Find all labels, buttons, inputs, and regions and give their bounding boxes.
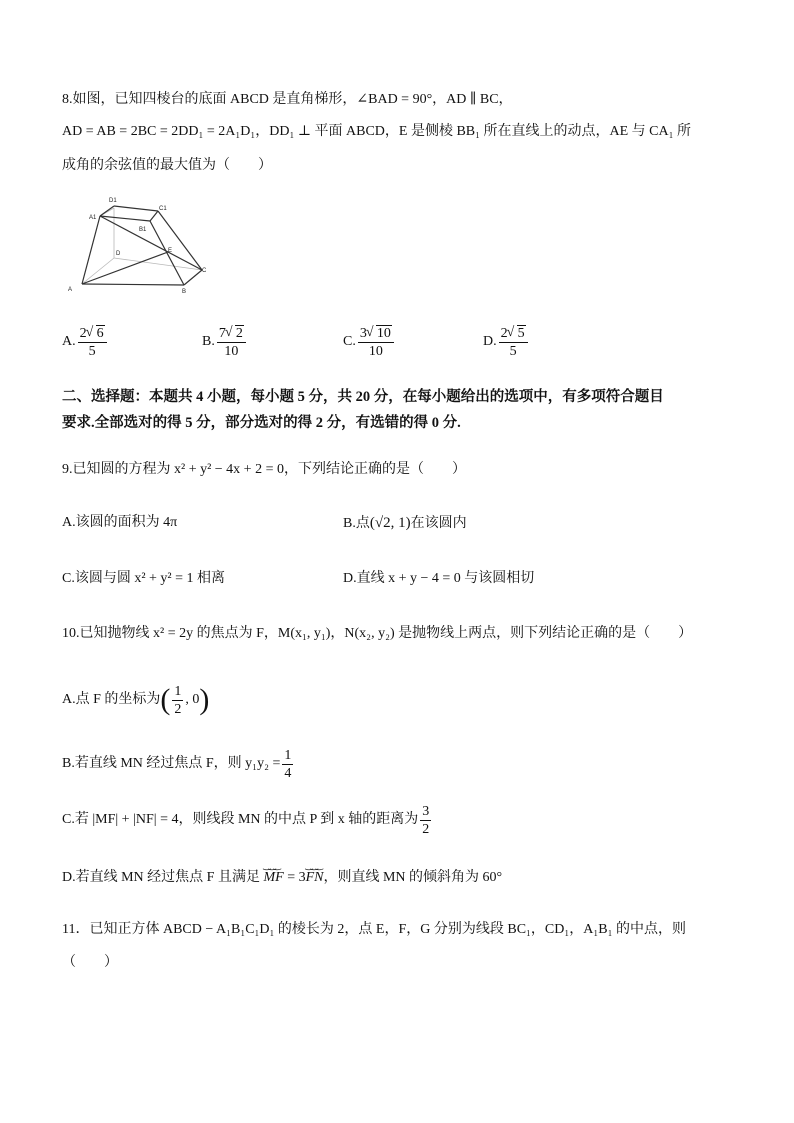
label-A1: A1 [89, 215, 97, 221]
q10-stem: 10.已知抛物线 x² = 2y 的焦点为 F，M(x₁, y₁)，N(x₂, y₂) 是抛物线上两点，则下列结论正确的是（ ） [62, 626, 693, 641]
q9-option-d: D.直线 x + y − 4 = 0 与该圆相切 [343, 571, 535, 586]
label-C1: C1 [159, 206, 167, 212]
label-B1: B1 [139, 227, 147, 233]
q8-frustum-figure [62, 194, 212, 294]
q9-option-a: A.该圆的面积为 4π [62, 515, 178, 530]
label-D1: D1 [109, 198, 117, 204]
q11-stem-line2: （ ） [62, 955, 118, 970]
q9-option-b: B.点(√2, 1)在该圆内 [343, 515, 467, 531]
label-E: E [168, 248, 173, 254]
q10-option-c: C.若 |MF| + |NF| = 4，则线段 MN 的中点 P 到 x 轴的距离为 $\frac{3}{2}$ [62, 803, 430, 837]
label-B: B [182, 289, 187, 294]
label-D: D [116, 251, 121, 257]
section2-heading-line2: 要求.全部选对的得 5 分，部分选对的得 2 分，有选错的得 0 分. [62, 415, 461, 431]
q8-stem-line3: 成角的余弦值的最大值为（ ） [62, 158, 272, 173]
q11-stem-line1: 11．已知正方体 ABCD − A₁B₁C₁D₁ 的棱长为 2，点 E，F，G 分别为线段 BC₁，CD₁，A₁B₁ 的中点，则 [62, 922, 686, 937]
label-C: C [202, 268, 207, 274]
q10-option-d: D.若直线 MN 经过焦点 F 且满足 ‿‿‿ MF = 3‿‿‿ FN，则直线 MN 的倾斜角为 60° [62, 868, 502, 888]
frustum-visible-edges [82, 206, 202, 285]
q8-stem-line2: AD = AB = 2BC = 2DD₁ = 2A₁D₁，DD₁ ⊥ 平面 ABCD，E 是侧棱 BB₁ 所在直线上的动点，AE 与 CA₁ 所 [62, 124, 692, 139]
section2-heading-line1: 二、选择题：本题共 4 小题，每小题 5 分，共 20 分，在每小题给出的选项中，有多项符合题目 [62, 389, 664, 405]
q10-option-b: B.若直线 MN 经过焦点 F，则 y₁y₂ = $\frac{1}{4}$ [62, 747, 292, 781]
q8-option-d: D. $\frac{2√ 5}{5}$ [483, 322, 530, 362]
q8-option-c: C. $\frac{3√ 10}{10}$ [343, 322, 396, 362]
q8-stem-line1: 8.如图，已知四棱台的底面 ABCD 是直角梯形，∠BAD = 90°，AD ∥ BC， [62, 92, 513, 107]
q9-stem: 9.已知圆的方程为 x² + y² − 4x + 2 = 0，下列结论正确的是（ ） [62, 462, 466, 477]
q8-option-a: A. $\frac{2√ 6}{5}$ [62, 322, 109, 362]
q9-option-c: C.该圆与圆 x² + y² = 1 相离 [62, 571, 226, 586]
label-A: A [68, 287, 73, 293]
q8-option-b: B. $\frac{7√ 2}{10}$ [202, 322, 248, 362]
q10-option-a: A.点 F 的坐标为 ( $\frac{1}{2}$ , 0 ) [62, 683, 210, 717]
